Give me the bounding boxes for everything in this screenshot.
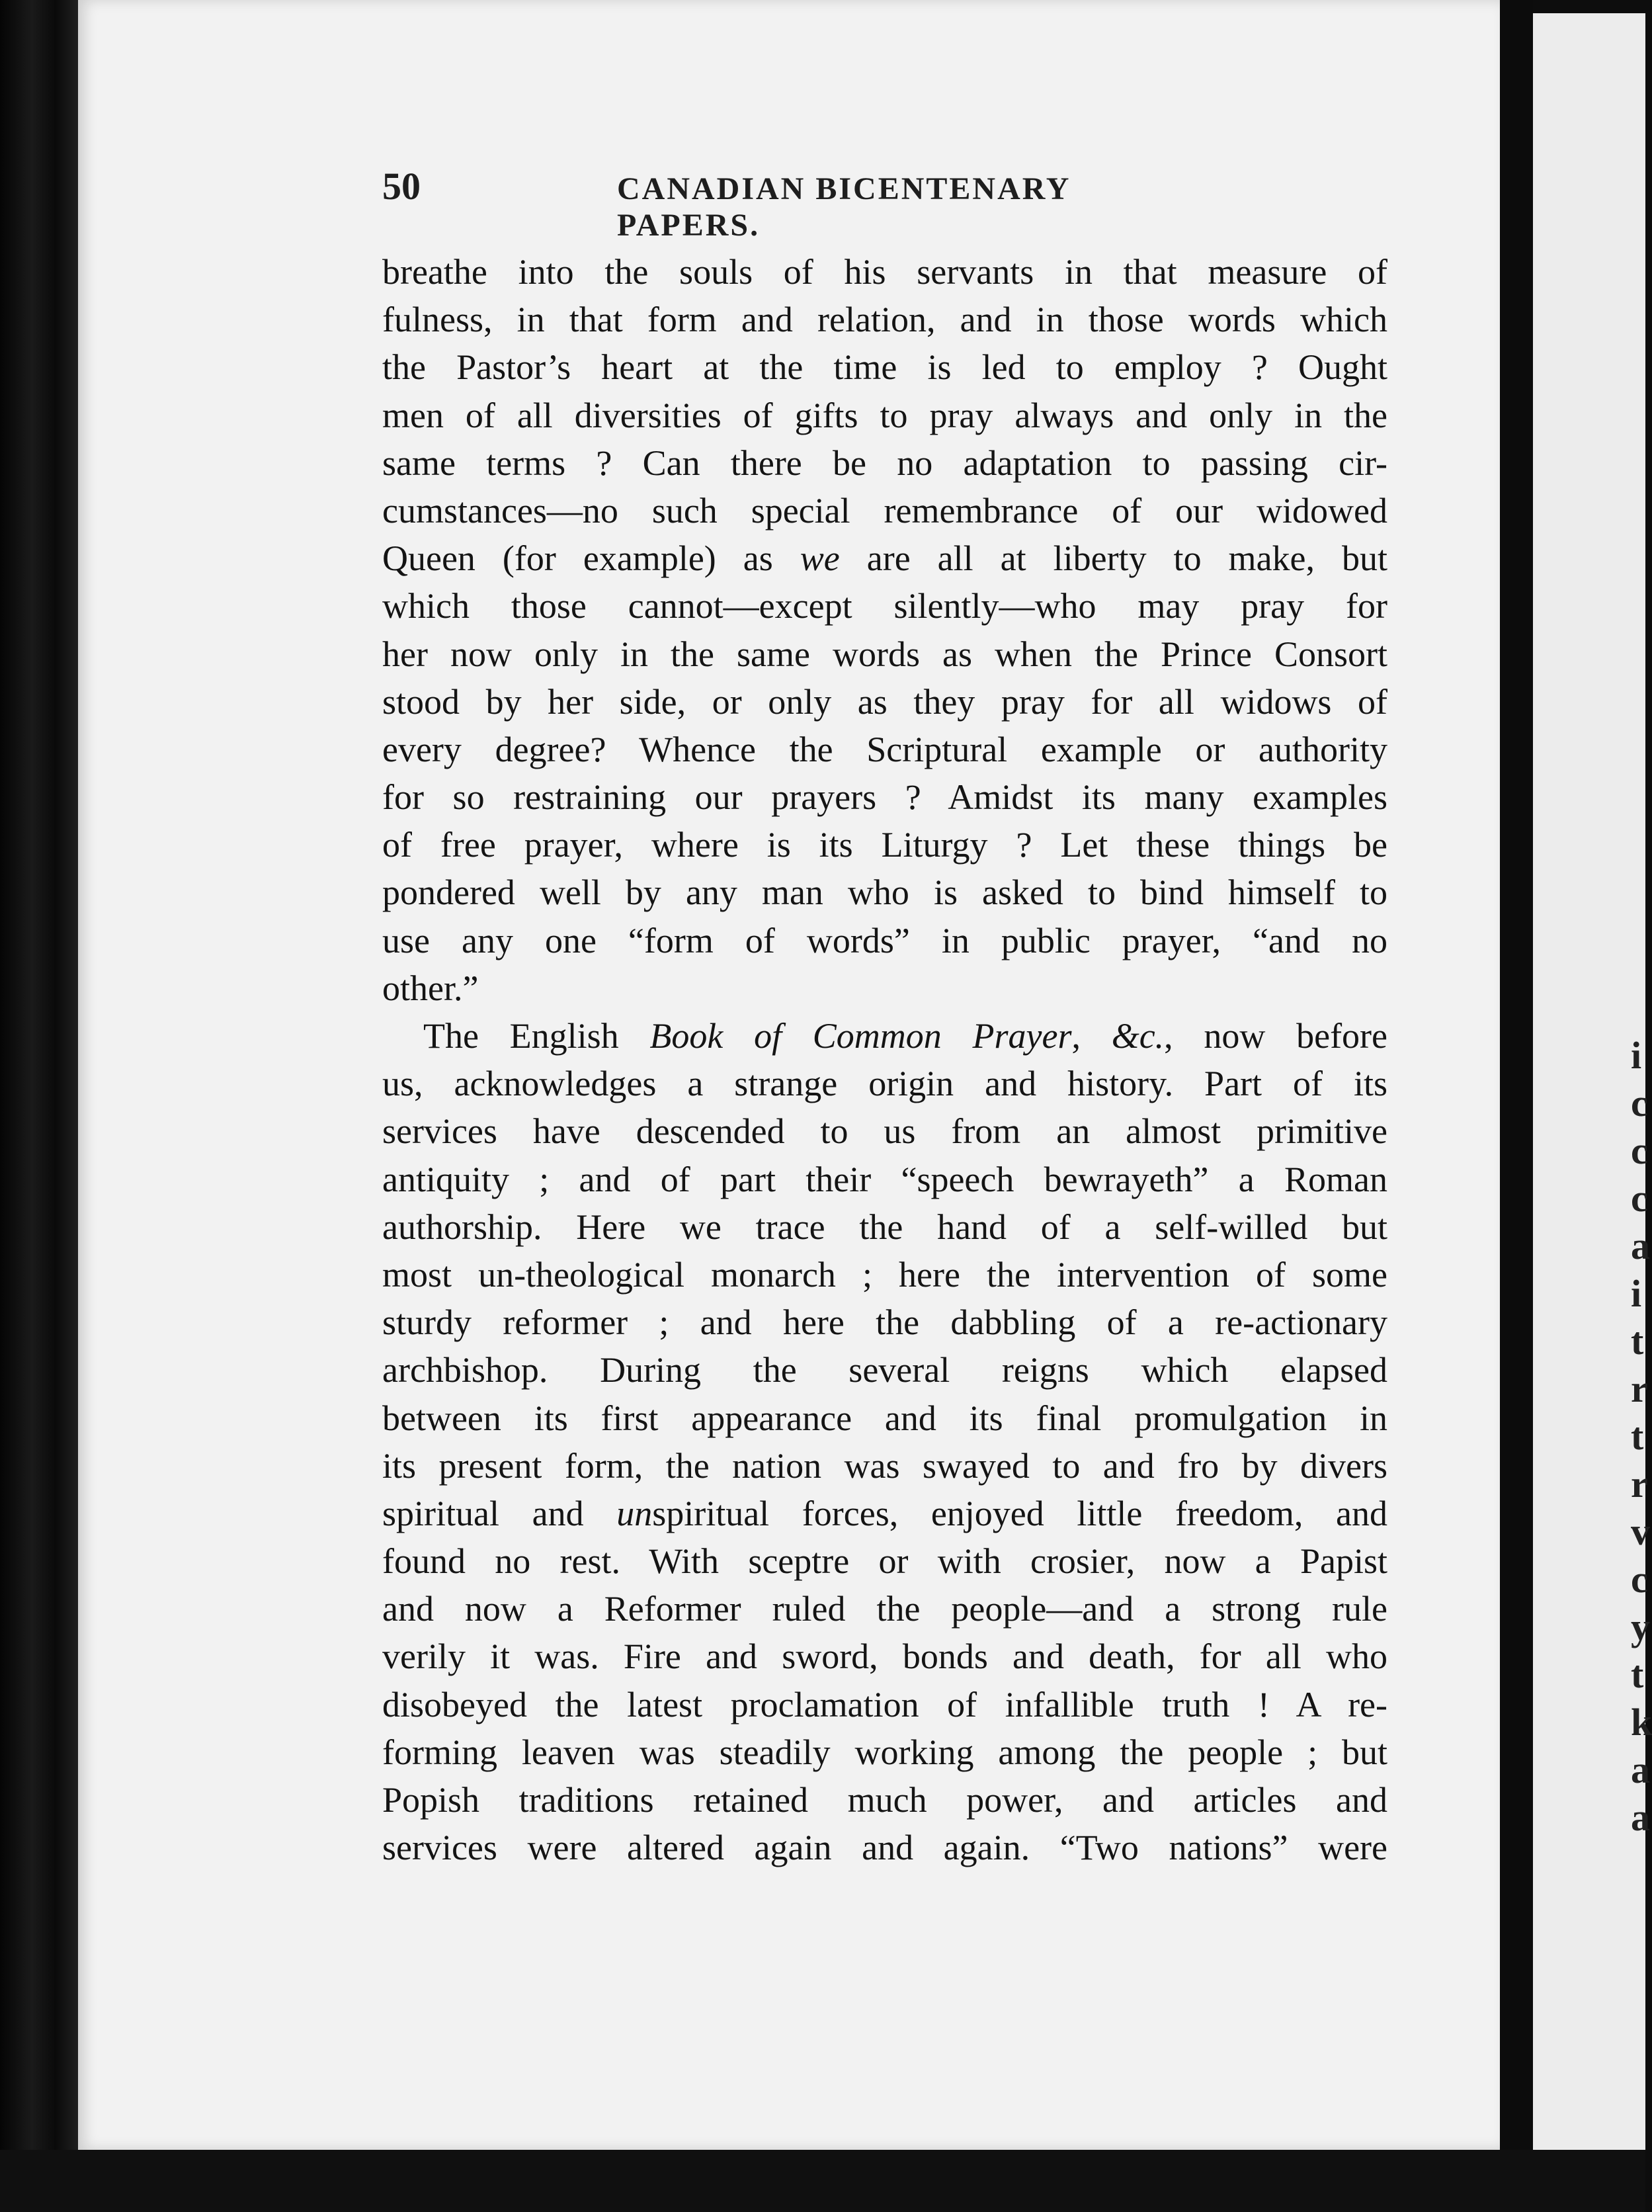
text-line: services were altered again and again. “Two nations” were <box>382 1828 1387 1868</box>
text-line: and now a Reformer ruled the people—and a strong rule <box>382 1589 1387 1629</box>
text-line: antiquity ; and of part their “speech bewrayeth” a Roman <box>382 1159 1387 1199</box>
running-title: CANADIAN BICENTENARY PAPERS. <box>617 171 1070 243</box>
scan-bottom-border <box>0 2150 1645 2212</box>
text-line: other.” <box>382 968 479 1008</box>
text-line: cumstances—no such special remembrance of our widowed <box>382 490 1387 531</box>
text-line: of free prayer, where is its Liturgy ? Let these things be <box>382 825 1387 865</box>
body-text <box>382 248 1387 1968</box>
page-gutter <box>1500 0 1533 2212</box>
text-run: are all at liberty to make, but <box>866 538 1387 579</box>
text-line: breathe into the souls of his servants in that measure of <box>382 252 1387 292</box>
text-line: sturdy reformer ; and here the dabbling of a re-actionary <box>382 1302 1387 1343</box>
book-title-italic: Book of Common Prayer <box>649 1016 1072 1056</box>
adjacent-page-text-fragment: i c c c a i t r t r v c y t k a a <box>1631 1034 1652 1839</box>
text-run: , now before <box>1164 1016 1387 1056</box>
text-line: the Pastor’s heart at the time is led to employ ? Ought <box>382 347 1387 388</box>
text-line: most un-theological monarch ; here the intervention of some <box>382 1254 1387 1295</box>
text-line: authorship. Here we trace the hand of a self-willed but <box>382 1207 1387 1247</box>
text-line: us, acknowledges a strange origin and history. Part of its <box>382 1064 1387 1104</box>
text-line: services have descended to us from an almost primitive <box>382 1111 1387 1152</box>
text-run: spiritual forces, enjoyed little freedom, and <box>652 1493 1388 1533</box>
text-line: her now only in the same words as when the Prince Consort <box>382 634 1387 674</box>
page-number: 50 <box>382 165 421 208</box>
text-line: verily it was. Fire and sword, bonds and death, for all who <box>382 1637 1387 1677</box>
page-header <box>382 164 1163 243</box>
italic-text-run: we <box>800 538 840 579</box>
text-line: use any one “form of words” in public prayer, “and no <box>382 920 1387 960</box>
text-line: Popish traditions retained much power, and articles and <box>382 1780 1387 1820</box>
text-run: Queen (for example) as <box>382 538 773 579</box>
text-line: archbishop. During the several reigns which elapsed <box>382 1350 1387 1390</box>
text-line: between its first appearance and its final promulgation in <box>382 1398 1387 1438</box>
text-line: fulness, in that form and relation, and in those words which <box>382 300 1387 340</box>
italic-text-run: un <box>616 1493 653 1533</box>
text-line: every degree? Whence the Scriptural example or authority <box>382 729 1387 769</box>
text-line <box>382 534 1387 582</box>
text-line: its present form, the nation was swayed to and fro by divers <box>382 1445 1387 1486</box>
text-line: pondered well by any man who is asked to bind himself to <box>382 872 1387 913</box>
text-run: The English <box>423 1016 619 1056</box>
text-line: for so restraining our prayers ? Amidst its many examples <box>382 777 1387 818</box>
text-line <box>382 1490 1387 1537</box>
text-line: disobeyed the latest proclamation of infallible truth ! A re- <box>382 1684 1387 1724</box>
italic-text-run: &c. <box>1111 1016 1165 1056</box>
text-line: same terms ? Can there be no adaptation to passing cir- <box>382 443 1387 483</box>
book-spine-shadow <box>0 0 79 2212</box>
text-run: spiritual and <box>382 1493 584 1533</box>
text-line: men of all diversities of gifts to pray always and only in the <box>382 395 1387 435</box>
adjacent-page-edge <box>1533 13 1652 2150</box>
text-line: found no rest. With sceptre or with crosier, now a Papist <box>382 1541 1387 1582</box>
text-line: forming leaven was steadily working among the people ; but <box>382 1732 1387 1772</box>
text-line <box>382 1012 1387 1060</box>
text-line: which those cannot—except silently—who may pray for <box>382 586 1387 626</box>
text-run: , <box>1071 1016 1081 1056</box>
text-line: stood by her side, or only as they pray for all widows of <box>382 681 1387 722</box>
